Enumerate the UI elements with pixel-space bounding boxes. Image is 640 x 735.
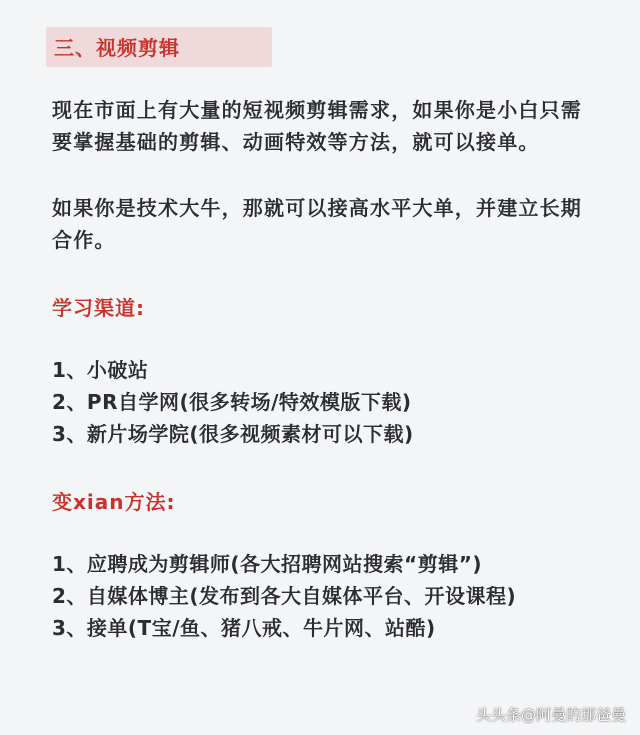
- monetize-methods-heading: 变xian方法:: [52, 490, 176, 514]
- paragraph-advanced-line-1: 如果你是技术大牛，那就可以接高水平大单，并建立长期: [52, 196, 582, 220]
- paragraph-intro: [52, 94, 612, 158]
- paragraph-intro-line-1: 现在市面上有大量的短视频剪辑需求，如果你是小白只需: [52, 98, 582, 122]
- paragraph-advanced: [52, 192, 612, 256]
- learning-channels-heading: 学习渠道:: [52, 296, 145, 320]
- monetize-methods-list: [52, 548, 516, 644]
- watermark: 头头条@阿曼的那爸曼: [475, 706, 626, 724]
- list-item: 3、接单(T宝/鱼、猪八戒、牛片网、站酷): [52, 616, 436, 640]
- list-item: 1、应聘成为剪辑师(各大招聘网站搜索“剪辑”): [52, 552, 482, 576]
- list-item: 2、自媒体博主(发布到各大自媒体平台、开设课程): [52, 584, 517, 608]
- section-header: [46, 27, 272, 67]
- paragraph-advanced-line-2: 合作。: [52, 228, 116, 252]
- list-item: 1、小破站: [52, 358, 149, 382]
- list-item: 2、PR自学网(很多转场/特效模版下载): [52, 390, 412, 414]
- section-title: 三、视频剪辑: [54, 36, 180, 60]
- learning-channels-list: [52, 354, 414, 450]
- list-item: 3、新片场学院(很多视频素材可以下载): [52, 422, 414, 446]
- paragraph-intro-line-2: 要掌握基础的剪辑、动画特效等方法，就可以接单。: [52, 130, 540, 154]
